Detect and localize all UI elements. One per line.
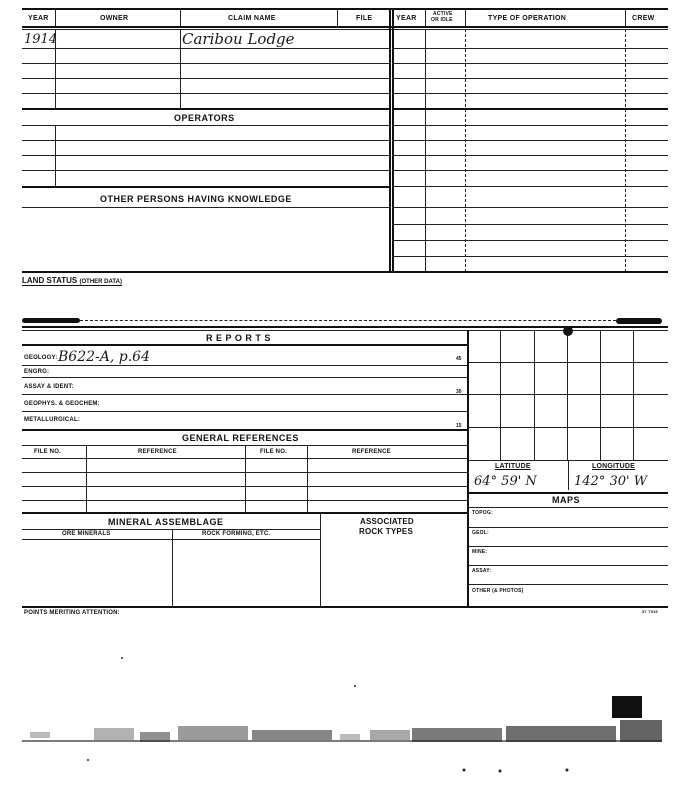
file-header: FILE	[356, 15, 373, 22]
reference-1-header: REFERENCE	[138, 449, 177, 455]
land-status	[22, 276, 122, 286]
longitude-value: 142° 30' W	[574, 474, 648, 489]
file-no-1-header: FILE NO.	[34, 449, 61, 455]
maps-assay-label: ASSAY:	[472, 568, 492, 574]
maps-topog-label: TOPOG:	[472, 510, 493, 516]
latitude-value: 64° 59' N	[474, 474, 537, 489]
reference-2-header: REFERENCE	[352, 449, 391, 455]
other-persons-title: OTHER PERSONS HAVING KNOWLEDGE	[100, 194, 292, 204]
land-status-label: LAND STATUS	[22, 276, 78, 285]
scan-noise	[0, 640, 678, 809]
assay-ident-label: ASSAY & IDENT:	[24, 384, 74, 390]
or-idle-header: OR IDLE	[431, 17, 453, 23]
crew-header: CREW	[632, 15, 655, 22]
engrg-label: ENGRG:	[24, 369, 50, 375]
latitude-label: LATITUDE	[495, 463, 531, 470]
geology-label: GEOLOGY:	[24, 355, 58, 361]
associated-label-2: ROCK TYPES	[359, 527, 414, 536]
type-of-operation-header: TYPE OF OPERATION	[488, 15, 567, 22]
year-header: YEAR	[28, 15, 49, 22]
ore-minerals-header: ORE MINERALS	[62, 531, 111, 537]
metallurgical-label: METALLURGICAL:	[24, 417, 81, 423]
owner-header: OWNER	[100, 15, 129, 22]
general-references-title: GENERAL REFERENCES	[182, 433, 299, 443]
corner-mark	[563, 326, 573, 336]
maps-other-label: OTHER (& PHOTOS)	[472, 588, 524, 594]
geology-value: B622-A, p.64	[58, 349, 150, 365]
points-meriting-attention: POINTS MERITING ATTENTION:	[24, 610, 120, 616]
entry-claim-name: Caribou Lodge	[182, 30, 295, 48]
land-status-sublabel: (OTHER DATA)	[79, 279, 122, 285]
maps-mine-label: MINE:	[472, 549, 488, 555]
active-header: ACTIVE	[433, 11, 453, 17]
maps-title: MAPS	[552, 495, 581, 505]
associated-label-1: ASSOCIATED	[360, 517, 414, 526]
mineral-assemblage-title: MINERAL ASSEMBLAGE	[108, 517, 224, 527]
margin-45: 45	[456, 356, 462, 362]
maps-geol-label: GEOL:	[472, 530, 489, 536]
operators-title: OPERATORS	[174, 113, 235, 123]
margin-30: 30	[456, 389, 462, 395]
rock-forming-header: ROCK FORMING, ETC.	[202, 531, 271, 537]
margin-15: 15	[456, 423, 462, 429]
reports-title: R E P O R T S	[206, 333, 271, 343]
geophys-label: GEOPHYS. & GEOCHEM:	[24, 401, 100, 407]
entry-year: 1914	[24, 32, 58, 47]
longitude-label: LONGITUDE	[592, 463, 636, 470]
year2-header: YEAR	[396, 15, 417, 22]
form-number: 57 7515	[642, 609, 658, 614]
claim-name-header: CLAIM NAME	[228, 15, 276, 22]
file-no-2-header: FILE NO.	[260, 449, 287, 455]
